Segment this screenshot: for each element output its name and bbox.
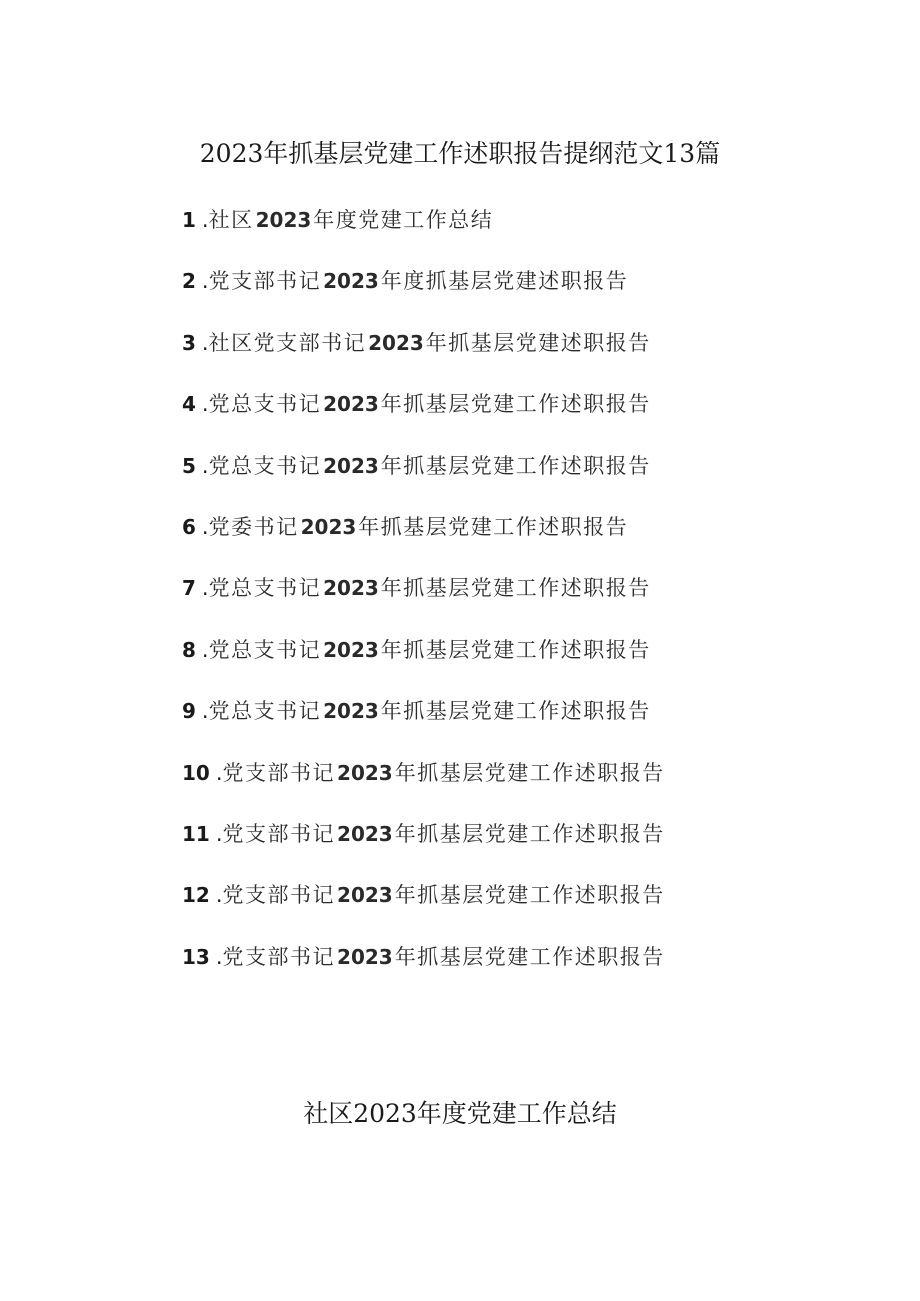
toc-item-year: 2023 (323, 392, 379, 417)
toc-item-text (209, 576, 651, 600)
toc-item-year: 2023 (337, 760, 393, 785)
toc-item-separator: . (201, 330, 209, 355)
toc-item (182, 507, 822, 568)
toc-item-prefix: 社区党支部书记 (208, 330, 367, 355)
toc-item-number: 11 (182, 821, 210, 846)
toc-item-separator: . (215, 760, 223, 785)
toc-item-suffix: 年抓基层党建述职报告 (425, 330, 651, 355)
toc-item (182, 630, 822, 691)
toc-item-prefix: 党支部书记 (222, 883, 336, 908)
toc-item (182, 875, 822, 936)
toc-item-text (223, 883, 665, 907)
toc-item (182, 753, 822, 814)
toc-item-suffix: 年抓基层党建工作述职报告 (358, 514, 629, 539)
toc-item (182, 814, 822, 875)
toc-item-suffix: 年度抓基层党建述职报告 (380, 269, 629, 294)
toc-item-prefix: 党支部书记 (222, 760, 336, 785)
table-of-contents (182, 200, 822, 998)
toc-item-number: 5 (182, 453, 196, 478)
toc-item (182, 937, 822, 998)
toc-item-separator: . (201, 269, 209, 294)
toc-item-separator: . (201, 637, 209, 662)
toc-item-separator: . (215, 883, 223, 908)
toc-item-year: 2023 (323, 637, 379, 662)
toc-item-number: 13 (182, 944, 210, 969)
toc-item-year: 2023 (337, 944, 393, 969)
toc-item-text (209, 208, 494, 232)
toc-item-text (223, 761, 665, 785)
toc-item-separator: . (201, 208, 209, 232)
toc-item-text (209, 638, 651, 662)
toc-item-suffix: 年抓基层党建工作述职报告 (380, 392, 651, 417)
toc-item-number: 9 (182, 699, 196, 724)
toc-item-prefix: 党支部书记 (222, 821, 336, 846)
toc-item-prefix: 党总支书记 (208, 637, 322, 662)
toc-item-text (209, 454, 651, 478)
toc-item (182, 568, 822, 629)
toc-item-year: 2023 (323, 576, 379, 601)
toc-item (182, 261, 822, 322)
toc-item-year: 2023 (337, 821, 393, 846)
toc-item-suffix: 年抓基层党建工作述职报告 (394, 944, 665, 969)
toc-item-prefix: 党总支书记 (208, 392, 322, 417)
toc-item-year: 2023 (300, 514, 357, 539)
toc-item-suffix: 年抓基层党建工作述职报告 (380, 699, 651, 724)
toc-item-year: 2023 (323, 269, 379, 294)
toc-item-number: 2 (182, 269, 196, 294)
toc-item-prefix: 党支部书记 (222, 944, 336, 969)
toc-item-year: 2023 (323, 699, 379, 724)
toc-item-prefix: 党总支书记 (208, 576, 322, 601)
toc-item-text (209, 515, 629, 539)
toc-item-separator: . (201, 392, 209, 417)
toc-item-number: 8 (182, 637, 196, 662)
toc-item-number: 12 (182, 883, 210, 908)
toc-item-year: 2023 (255, 208, 312, 232)
toc-item-year: 2023 (337, 883, 393, 908)
toc-item (182, 446, 822, 507)
toc-item-separator: . (215, 944, 223, 969)
toc-item-prefix: 党委书记 (208, 514, 299, 539)
toc-item-text (209, 331, 651, 355)
toc-item-separator: . (201, 453, 209, 478)
toc-item-number: 3 (182, 330, 196, 355)
toc-item (182, 323, 822, 384)
toc-item-text (223, 945, 665, 969)
toc-item-separator: . (201, 699, 209, 724)
toc-item-suffix: 年抓基层党建工作述职报告 (394, 821, 665, 846)
toc-item-prefix: 社区 (208, 208, 254, 232)
document-title: 2023年抓基层党建工作述职报告提纲范文13篇 (199, 139, 721, 168)
toc-item-number: 7 (182, 576, 196, 601)
toc-item-suffix: 年抓基层党建工作述职报告 (394, 883, 665, 908)
toc-item-number: 10 (182, 760, 210, 785)
toc-item (182, 691, 822, 752)
toc-item-suffix: 年抓基层党建工作述职报告 (394, 760, 665, 785)
toc-item-prefix: 党支部书记 (208, 269, 322, 294)
toc-item-text (223, 822, 665, 846)
section-title: 社区2023年度党建工作总结 (303, 1099, 617, 1128)
toc-item-text (209, 392, 651, 416)
toc-item-prefix: 党总支书记 (208, 699, 322, 724)
toc-item-number: 4 (182, 392, 196, 417)
toc-item-year: 2023 (323, 453, 379, 478)
toc-item-number: 6 (182, 514, 196, 539)
toc-item-text (209, 699, 651, 723)
toc-item-separator: . (201, 576, 209, 601)
toc-item-year: 2023 (368, 330, 424, 355)
toc-item-suffix: 年抓基层党建工作述职报告 (380, 576, 651, 601)
toc-item-separator: . (201, 514, 209, 539)
toc-item-suffix: 年度党建工作总结 (313, 208, 494, 232)
toc-item-prefix: 党总支书记 (208, 453, 322, 478)
toc-item-suffix: 年抓基层党建工作述职报告 (380, 637, 651, 662)
toc-item (182, 384, 822, 445)
toc-item-number: 1 (182, 208, 196, 232)
toc-item-text (209, 269, 629, 293)
toc-item-separator: . (215, 821, 223, 846)
toc-item (182, 200, 822, 261)
toc-item-suffix: 年抓基层党建工作述职报告 (380, 453, 651, 478)
